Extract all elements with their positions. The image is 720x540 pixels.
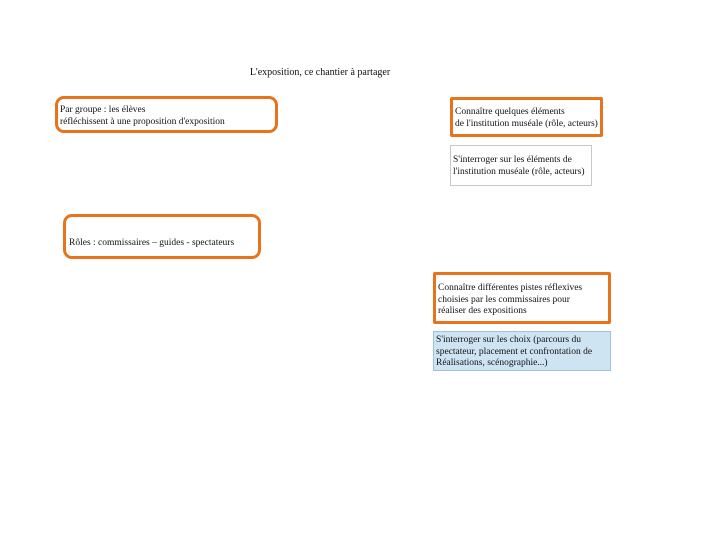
question-choices-text: S'interroger sur les choix (parcours du spectateur, placement et confrontation de Réalisations, scénographie...) bbox=[436, 335, 593, 368]
group-proposal-box bbox=[55, 96, 278, 133]
know-institution-box bbox=[450, 97, 603, 137]
question-institution-text: S'interroger sur les éléments de l'institution muséale (rôle, acteurs) bbox=[453, 155, 585, 177]
roles-text: Rôles : commissaires – guides - spectateurs bbox=[69, 238, 235, 248]
question-choices-box bbox=[433, 331, 611, 371]
group-proposal-text: Par groupe : les élèves réfléchissent à une proposition d'exposition bbox=[60, 105, 225, 127]
know-tracks-box bbox=[433, 272, 611, 324]
roles-box bbox=[63, 214, 261, 259]
know-institution-text: Connaître quelques éléments de l'institution muséale (rôle, acteurs) bbox=[455, 107, 598, 129]
slide-title: L'exposition, ce chantier à partager bbox=[249, 67, 391, 78]
question-institution-box bbox=[450, 145, 592, 186]
know-tracks-text: Connaître différentes pistes réflexives choisies par les commissaires pour réaliser des expositions bbox=[438, 283, 583, 316]
